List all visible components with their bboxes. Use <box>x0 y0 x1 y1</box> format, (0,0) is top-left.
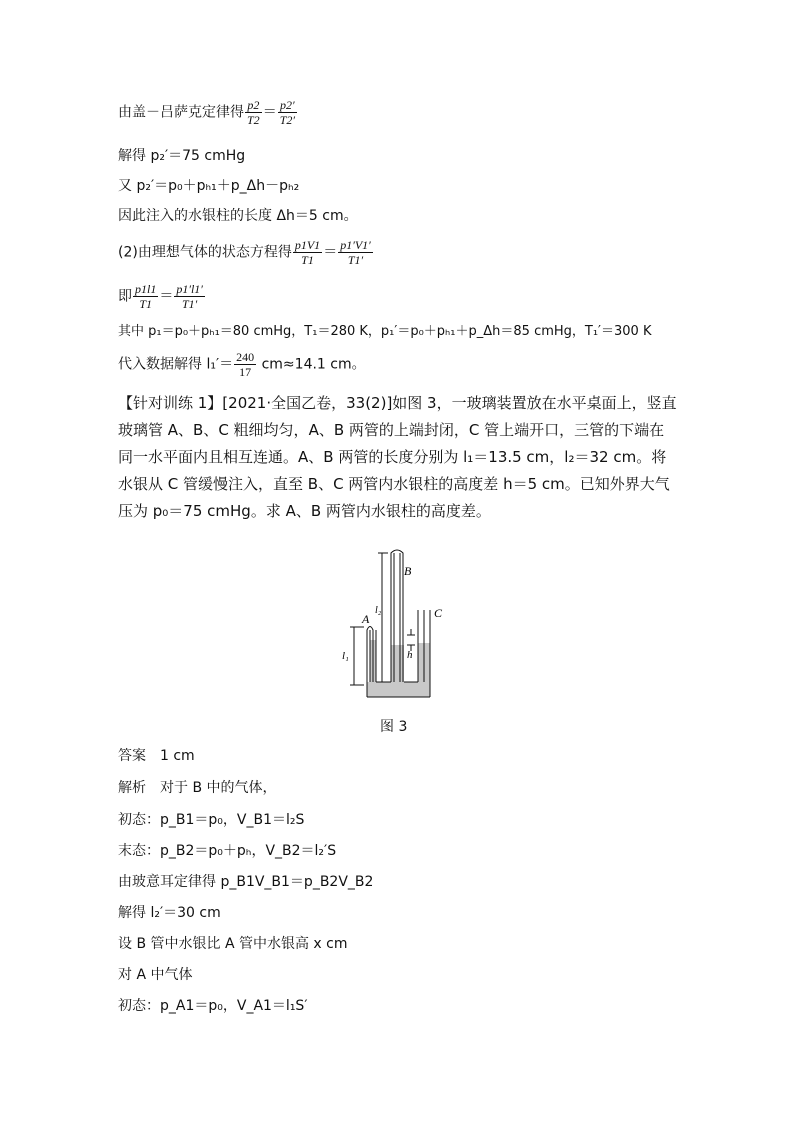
l1-result: 代入数据解得 l₁′＝ $\frac{240}{17}$ cm≈14.1 cm。 <box>118 350 366 379</box>
eq-gay-lussac: 由盖－吕萨克定律得 $\frac{p2}{T2}$ ＝ $\frac{p2'}{T2'}$ <box>118 98 295 127</box>
initial-state-b: 初态：p_B1＝p₀，V_B1＝l₂S <box>118 812 305 828</box>
eq-prefix: 由盖－吕萨克定律得 <box>118 104 244 121</box>
gas-a-heading: 对 A 中气体 <box>118 967 193 983</box>
initial-state-a: 初态：p_A1＝p₀，V_A1＝l₁S′ <box>118 998 308 1014</box>
label-c: C <box>434 606 443 620</box>
answer: 答案 1 cm <box>118 748 195 764</box>
delta-h-result: 因此注入的水银柱的长度 Δh＝5 cm。 <box>118 208 358 224</box>
fraction: $\frac{240}{17}$ <box>236 350 255 379</box>
u-tube-diagram <box>340 547 450 707</box>
label-a: A <box>362 612 370 626</box>
solve-l2: 解得 l₂′＝30 cm <box>118 905 221 921</box>
final-state-b: 末态：p_B2＝p₀＋pₕ，V_B2＝l₂′S <box>118 843 337 859</box>
fraction: $\frac{p1V1}{T1}$ <box>294 238 321 267</box>
fraction: $\frac{p2'}{T2'}$ <box>279 98 295 127</box>
assume-x: 设 B 管中水银比 A 管中水银高 x cm <box>118 936 348 952</box>
solve-p2: 解得 p₂′＝75 cmHg <box>118 148 246 164</box>
label-l2: l₂ <box>375 605 382 616</box>
label-h: h <box>407 649 413 661</box>
fraction: $\frac{p1'l1'}{T1'}$ <box>176 282 203 311</box>
given-values: 其中 p₁＝p₀＋pₕ₁＝80 cmHg，T₁＝280 K，p₁′＝p₀＋pₕ₁＋p_Δh＝85 cmHg，T₁′＝300 K <box>118 324 652 339</box>
label-l1: l₁ <box>342 650 349 662</box>
eq-length-form: 即 $\frac{p1l1}{T1}$ ＝ $\frac{p1'l1'}{T1'}$ <box>118 282 203 311</box>
figure-caption: 图 3 <box>380 719 408 735</box>
analysis-intro: 解析 对于 B 中的气体， <box>118 780 277 796</box>
fraction: $\frac{p1l1}{T1}$ <box>135 282 157 311</box>
label-b: B <box>404 564 412 578</box>
fraction: $\frac{p1'V1'}{T1'}$ <box>340 238 371 267</box>
eq-ideal-gas: (2)由理想气体的状态方程得 $\frac{p1V1}{T1}$ ＝ $\frac{p1'V1'}{T1'}$ <box>118 238 371 267</box>
fraction: $\frac{p2}{T2}$ <box>247 98 260 127</box>
relation-p2: 又 p₂′＝p₀＋pₕ₁＋p_Δh－pₕ₂ <box>118 178 300 194</box>
problem-statement: 【针对训练 1】[2021·全国乙卷，33(2)]如图 3，一玻璃装置放在水平桌面上，竖直玻璃管 A、B、C 粗细均匀，A、B 两管的上端封闭，C 管上端开口，三管的下端在同一水平面内且相互连通。A、B 两管的长度分别为 l₁＝13.5 cm，l₂＝32 cm。将水银从 C 管缓慢注入，直至 B、C 两管内水银柱的高度差 h＝5 cm。已知外界大气压为 p₀＝75 cmHg。求 A、B 两管内水银柱的高度差。 <box>118 394 677 520</box>
figure-3 <box>340 547 450 711</box>
boyle-law: 由玻意耳定律得 p_B1V_B1＝p_B2V_B2 <box>118 874 374 890</box>
